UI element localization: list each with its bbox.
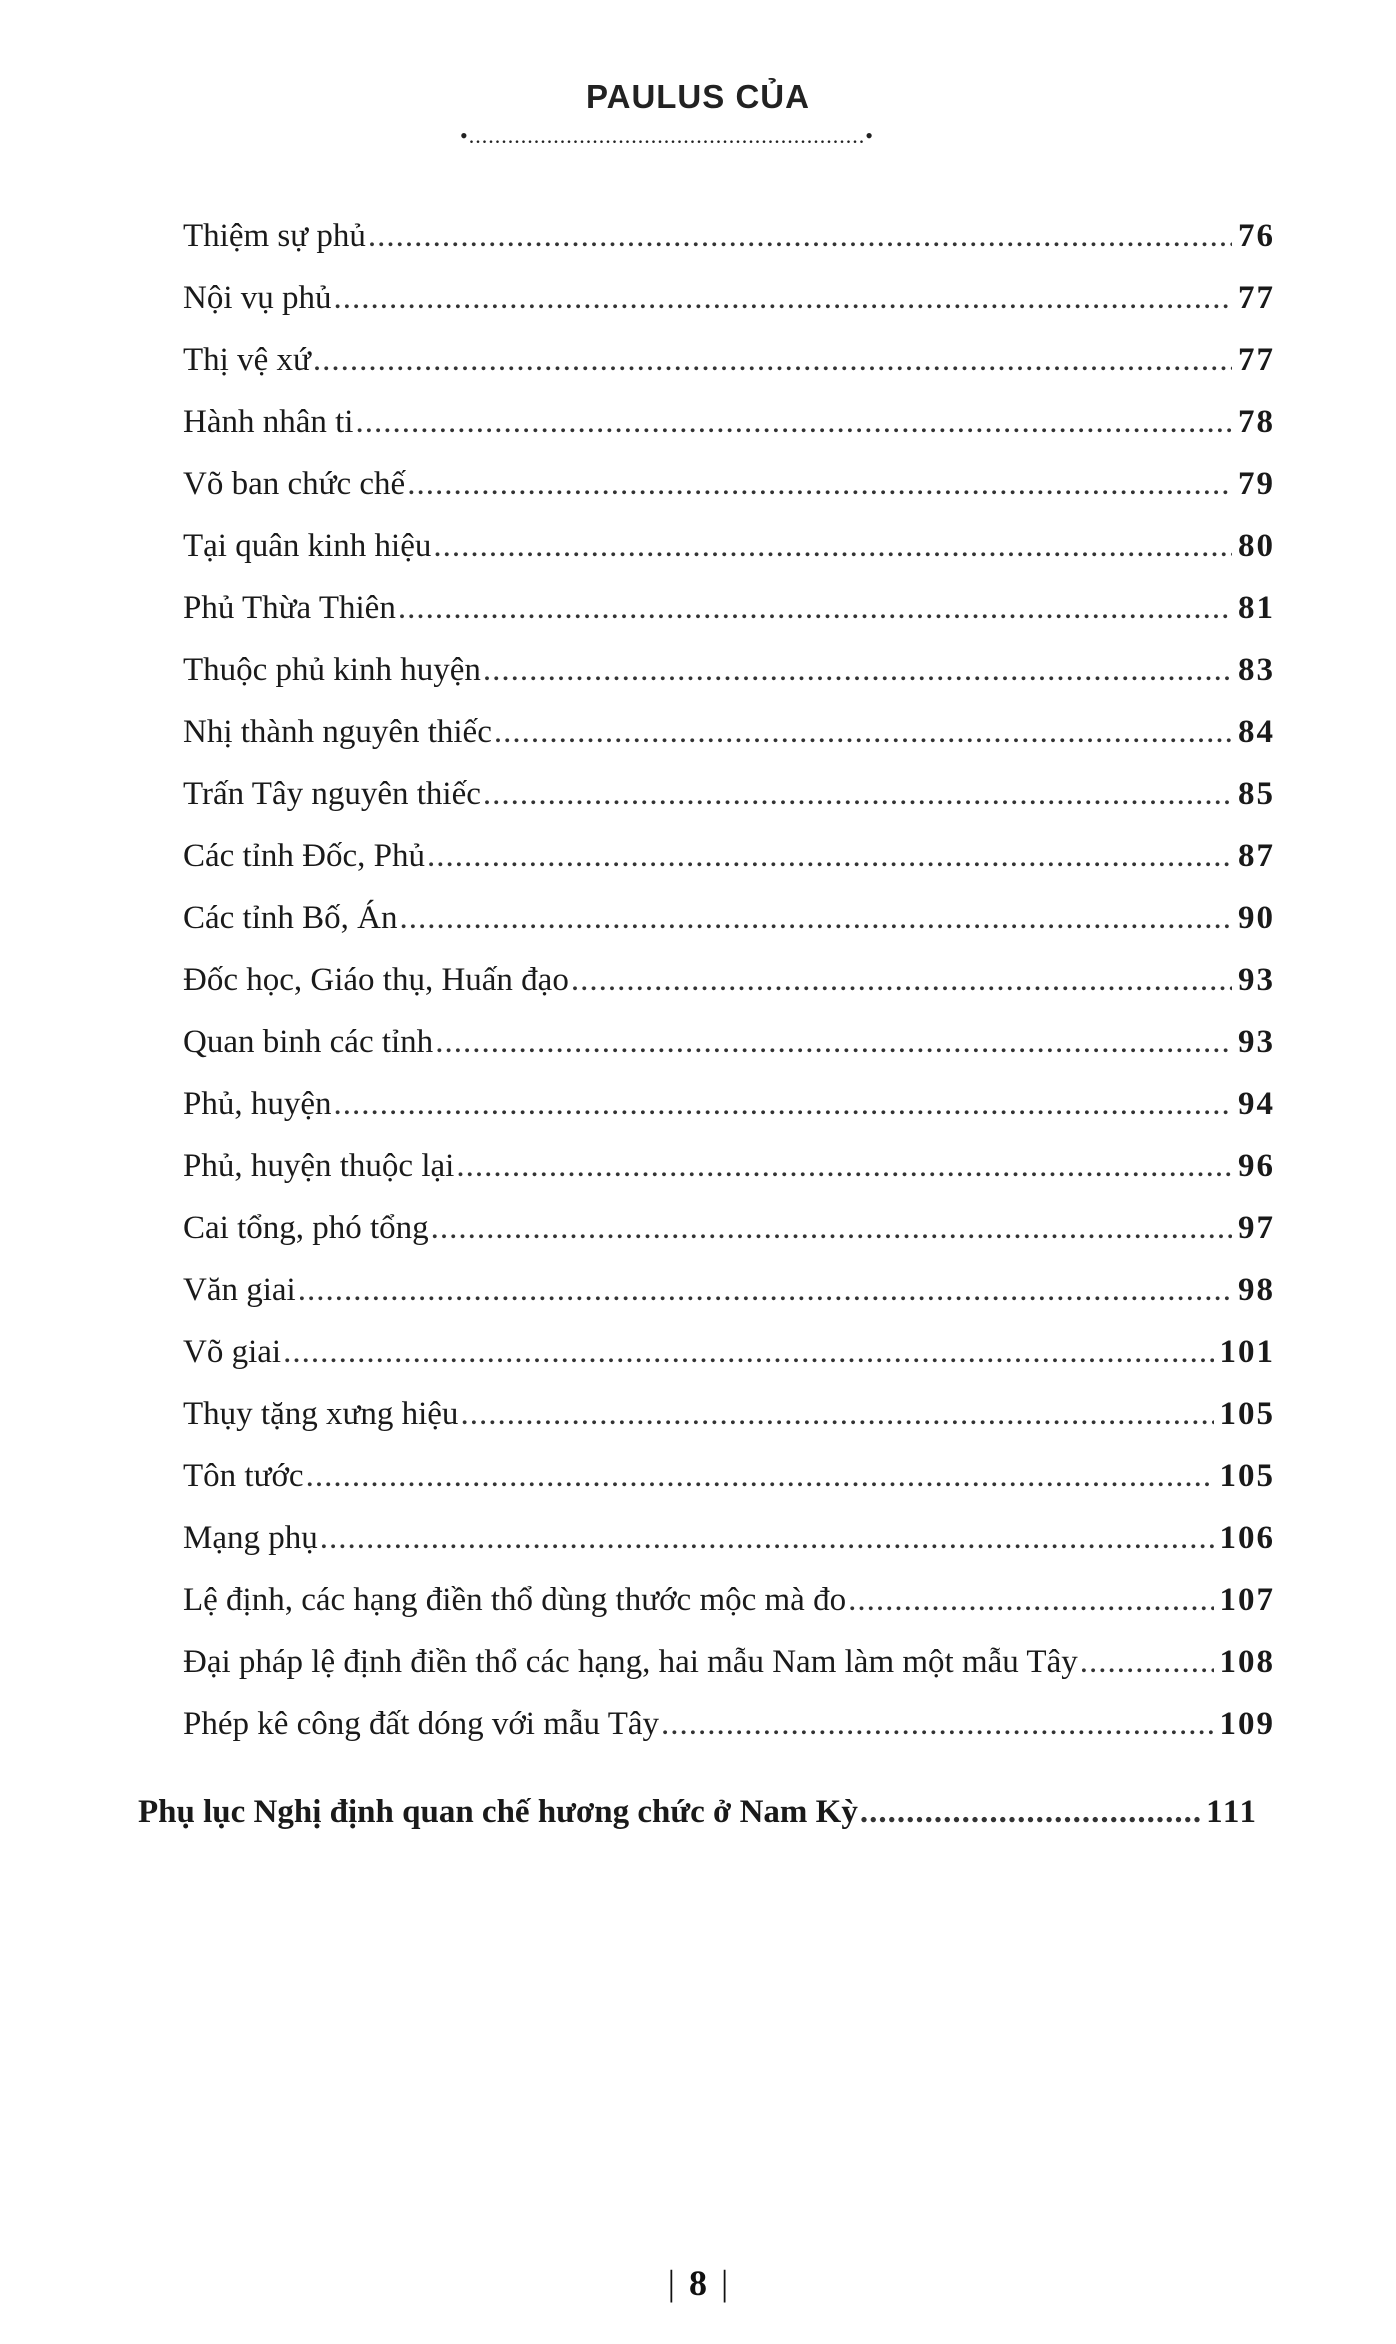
dot-leader	[313, 334, 1232, 386]
toc-entry[interactable]	[183, 954, 1275, 1006]
toc-entry-page: 77	[1238, 342, 1275, 378]
dot-leader	[298, 1264, 1232, 1316]
toc-entry-label: Nhị thành nguyên thiếc	[183, 714, 492, 750]
toc-entry-page: 84	[1238, 714, 1275, 750]
dot-leader	[1080, 1636, 1214, 1688]
toc-appendix-entry[interactable]	[138, 1786, 1258, 1838]
toc-entry-label: Phủ, huyện	[183, 1086, 332, 1122]
dot-leader	[398, 582, 1232, 634]
running-title: PAULUS CỦA	[586, 78, 810, 115]
dot-leader	[456, 1140, 1232, 1192]
toc-entry[interactable]	[183, 520, 1275, 572]
dot-leader	[860, 1786, 1200, 1838]
toc-entry-label: Các tỉnh Bố, Án	[183, 900, 398, 936]
toc-entry-label: Hành nhân ti	[183, 404, 354, 440]
toc-entry-page: 85	[1238, 776, 1275, 812]
toc-entry-label: Các tỉnh Đốc, Phủ	[183, 838, 425, 874]
dot-leader	[283, 1326, 1213, 1378]
toc-entry[interactable]	[183, 768, 1275, 820]
toc-entry-label: Mạng phụ	[183, 1520, 318, 1556]
toc-entry[interactable]	[183, 396, 1275, 448]
dot-leader	[431, 1202, 1232, 1254]
toc-entry[interactable]	[183, 1202, 1275, 1254]
toc-entry-label: Thị vệ xứ	[183, 342, 311, 378]
dot-leader	[320, 1512, 1214, 1564]
dot-leader	[399, 892, 1232, 944]
folio-bar-right: |	[721, 2263, 729, 2303]
dot-leader	[848, 1574, 1213, 1626]
toc-entry-label: Tôn tước	[183, 1458, 304, 1494]
toc-entry[interactable]	[183, 1016, 1275, 1068]
toc-entry[interactable]	[183, 1264, 1275, 1316]
toc-entry-page: 101	[1219, 1334, 1275, 1370]
dot-leader	[435, 1016, 1232, 1068]
toc-entry-page: 107	[1219, 1582, 1275, 1618]
toc-entry[interactable]	[183, 1574, 1275, 1626]
toc-entry-page: 111	[1206, 1794, 1258, 1830]
toc-entry[interactable]	[183, 272, 1275, 324]
toc-entry-label: Đại pháp lệ định điền thổ các hạng, hai mẫu Nam làm một mẫu Tây	[183, 1644, 1078, 1680]
toc-entry[interactable]	[183, 1636, 1275, 1688]
toc-entry[interactable]	[183, 1512, 1275, 1564]
toc-entry-label: Trấn Tây nguyên thiếc	[183, 776, 481, 812]
toc-entry-label: Thiệm sự phủ	[183, 218, 366, 254]
folio-bar-left: |	[667, 2263, 675, 2303]
toc-entry-label: Võ ban chức chế	[183, 466, 406, 502]
toc-entry-label: Tại quân kinh hiệu	[183, 528, 432, 564]
toc-entry-page: 98	[1238, 1272, 1275, 1308]
dot-leader	[494, 706, 1232, 758]
toc-entry-label: Cai tổng, phó tổng	[183, 1210, 429, 1246]
toc-entry[interactable]	[183, 334, 1275, 386]
toc-entry[interactable]	[183, 1450, 1275, 1502]
dot-leader	[407, 458, 1232, 510]
toc-entry-label: Phủ Thừa Thiên	[183, 590, 396, 626]
toc-entry[interactable]	[183, 582, 1275, 634]
toc-entry-page: 94	[1238, 1086, 1275, 1122]
toc-entry[interactable]	[183, 830, 1275, 882]
toc-entry-label: Phụ lục Nghị định quan chế hương chức ở Nam Kỳ	[138, 1794, 858, 1830]
toc-entry-page: 108	[1219, 1644, 1275, 1680]
dot-leader	[661, 1698, 1213, 1750]
toc-entry-page: 76	[1238, 218, 1275, 254]
toc-entry[interactable]	[183, 1078, 1275, 1130]
toc-entry[interactable]	[183, 210, 1275, 262]
toc-entry-page: 83	[1238, 652, 1275, 688]
toc-entry-page: 81	[1238, 590, 1275, 626]
toc-entry-page: 78	[1238, 404, 1275, 440]
dot-leader	[483, 768, 1232, 820]
toc-entry[interactable]	[183, 644, 1275, 696]
toc-entry-page: 97	[1238, 1210, 1275, 1246]
toc-entry[interactable]	[183, 1140, 1275, 1192]
toc-entry[interactable]	[183, 1326, 1275, 1378]
dot-leader	[355, 396, 1232, 448]
toc-entry-label: Văn giai	[183, 1272, 296, 1308]
dot-leader	[334, 1078, 1233, 1130]
toc-entry-label: Phủ, huyện thuộc lại	[183, 1148, 455, 1184]
dot-leader	[483, 644, 1232, 696]
toc-entry-label: Thụy tặng xưng hiệu	[183, 1396, 459, 1432]
toc-entry-page: 77	[1238, 280, 1275, 316]
dot-leader	[368, 210, 1232, 262]
toc-entry-page: 106	[1219, 1520, 1275, 1556]
dot-leader	[427, 830, 1232, 882]
toc-entry-label: Nội vụ phủ	[183, 280, 332, 316]
toc-entry-page: 79	[1238, 466, 1275, 502]
toc-entry-label: Đốc học, Giáo thụ, Huấn đạo	[183, 962, 569, 998]
toc-entry[interactable]	[183, 1698, 1275, 1750]
toc-entry-page: 105	[1219, 1458, 1275, 1494]
dot-leader	[571, 954, 1232, 1006]
dot-leader	[306, 1450, 1214, 1502]
toc-entry[interactable]	[183, 892, 1275, 944]
toc-entry[interactable]	[183, 706, 1275, 758]
toc-entry-label: Thuộc phủ kinh huyện	[183, 652, 481, 688]
dot-leader	[433, 520, 1232, 572]
dot-leader	[460, 1388, 1213, 1440]
toc-entry-page: 93	[1238, 962, 1275, 998]
header-dotted-rule: •.............................................................•	[460, 126, 874, 146]
toc-entry[interactable]	[183, 1388, 1275, 1440]
toc-entry-page: 90	[1238, 900, 1275, 936]
folio-number: 8	[689, 2263, 707, 2303]
toc-entry-label: Phép kê công đất dóng với mẫu Tây	[183, 1706, 660, 1742]
toc-entry-page: 80	[1238, 528, 1275, 564]
page-number	[0, 2262, 1396, 2304]
toc-entry-label: Quan binh các tỉnh	[183, 1024, 434, 1060]
toc-entry-page: 93	[1238, 1024, 1275, 1060]
toc-entry-label: Võ giai	[183, 1334, 282, 1370]
toc-entry[interactable]	[183, 458, 1275, 510]
toc-entry-page: 105	[1219, 1396, 1275, 1432]
toc-entry-page: 109	[1219, 1706, 1275, 1742]
toc-entry-page: 87	[1238, 838, 1275, 874]
toc-entry-label: Lệ định, các hạng điền thổ dùng thước mộc mà đo	[183, 1582, 847, 1618]
toc-entry-page: 96	[1238, 1148, 1275, 1184]
dot-leader	[334, 272, 1233, 324]
